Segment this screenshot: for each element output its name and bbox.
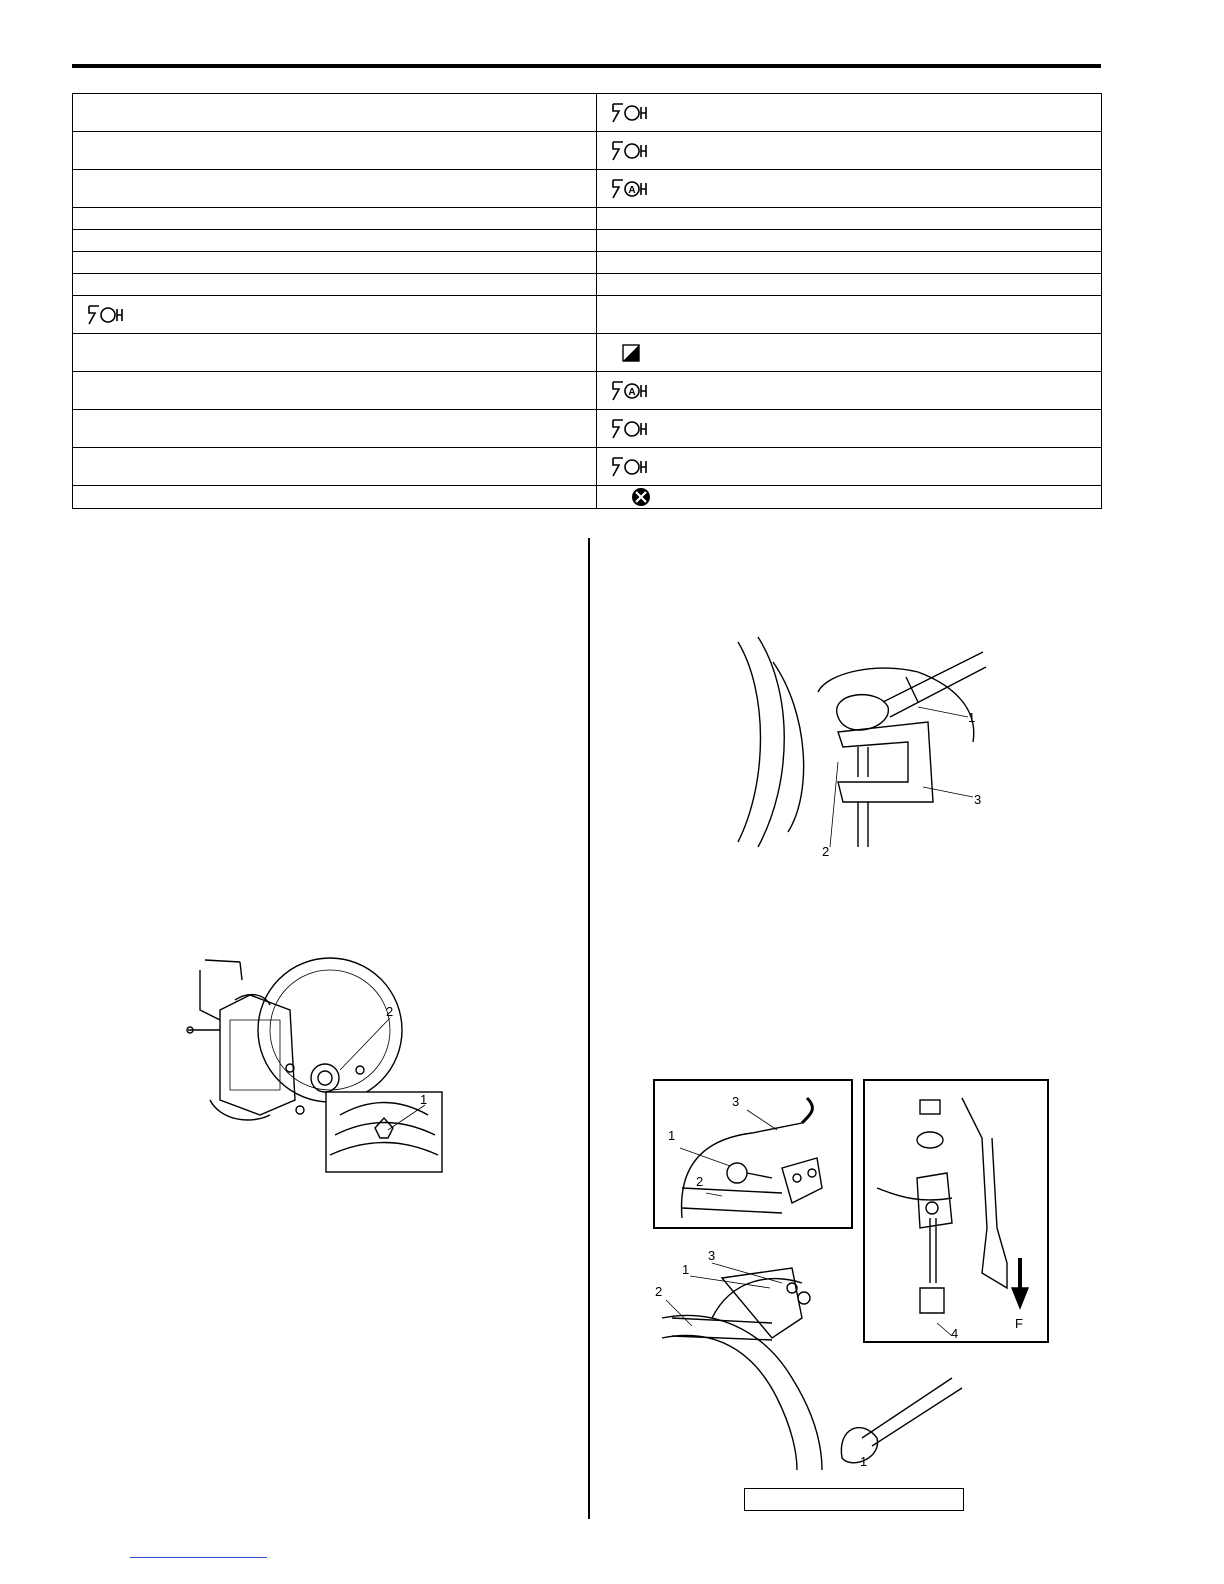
knuckle-figure	[652, 1078, 1052, 1472]
table-cell-left	[73, 372, 597, 410]
torque-wrench-icon	[607, 418, 653, 440]
table-row	[73, 132, 1102, 170]
tie-rod-callout-3: 3	[974, 792, 982, 807]
table-row	[73, 372, 1102, 410]
table-cell-left	[73, 334, 597, 372]
table-cell-left	[73, 132, 597, 170]
table-cell-right	[597, 410, 1102, 448]
column-divider	[588, 538, 590, 1519]
table-row	[73, 486, 1102, 509]
table-cell-right	[597, 486, 1102, 509]
table-row	[73, 208, 1102, 230]
tie-rod-puller-figure	[718, 632, 998, 862]
tie-rod-callout-2: 2	[822, 844, 830, 859]
table-cell-right	[597, 208, 1102, 230]
table-row	[73, 274, 1102, 296]
table-cell-left	[73, 486, 597, 509]
torque-wrench-icon	[607, 140, 653, 162]
torque-wrench-angle-icon	[607, 380, 653, 402]
hub-callout-1: 1	[420, 1092, 428, 1107]
lubricant-icon	[607, 342, 653, 364]
torque-wrench-icon	[83, 304, 129, 326]
table-cell-right	[597, 372, 1102, 410]
table-cell-right	[597, 170, 1102, 208]
table-cell-right	[597, 230, 1102, 252]
table-cell-left	[73, 296, 597, 334]
table-row	[73, 94, 1102, 132]
table-row	[73, 252, 1102, 274]
table-cell-left	[73, 208, 597, 230]
table-row	[73, 334, 1102, 372]
knuckle-callout-1c: 1	[860, 1454, 868, 1469]
table-row	[73, 296, 1102, 334]
table-row	[73, 230, 1102, 252]
table-row	[73, 410, 1102, 448]
table-cell-left	[73, 230, 597, 252]
hub-figure	[180, 950, 450, 1180]
knuckle-callout-1b: 1	[682, 1262, 690, 1277]
knuckle-callout-2a: 2	[696, 1174, 704, 1189]
table-cell-left	[73, 170, 597, 208]
table-cell-right	[597, 252, 1102, 274]
svg-text:A: A	[628, 184, 636, 196]
knuckle-callout-F: F	[1015, 1316, 1023, 1331]
knuckle-callout-4: 4	[951, 1326, 959, 1341]
table-cell-right	[597, 296, 1102, 334]
knuckle-callout-3b: 3	[708, 1248, 716, 1263]
table-cell-right	[597, 132, 1102, 170]
table-cell-left	[73, 448, 597, 486]
table-cell-right	[597, 274, 1102, 296]
torque-wrench-icon	[607, 102, 653, 124]
hub-callout-2: 2	[386, 1004, 394, 1019]
parts-table	[72, 93, 1102, 509]
torque-wrench-angle-icon	[607, 178, 653, 200]
do-not-reuse-icon	[607, 486, 653, 508]
figure-caption-box	[744, 1488, 964, 1511]
top-rule	[72, 64, 1101, 68]
knuckle-callout-1a: 1	[668, 1128, 676, 1143]
footer-link-underline[interactable]	[130, 1557, 267, 1558]
table-cell-left	[73, 94, 597, 132]
table-cell-right	[597, 334, 1102, 372]
table-cell-left	[73, 252, 597, 274]
table-row	[73, 170, 1102, 208]
knuckle-callout-2b: 2	[655, 1284, 663, 1299]
tie-rod-callout-1: 1	[968, 710, 976, 725]
table-row	[73, 448, 1102, 486]
table-cell-right	[597, 448, 1102, 486]
svg-text:A: A	[628, 386, 636, 398]
table-cell-right	[597, 94, 1102, 132]
table-cell-left	[73, 410, 597, 448]
torque-wrench-icon	[607, 456, 653, 478]
table-cell-left	[73, 274, 597, 296]
knuckle-callout-3a: 3	[732, 1094, 740, 1109]
